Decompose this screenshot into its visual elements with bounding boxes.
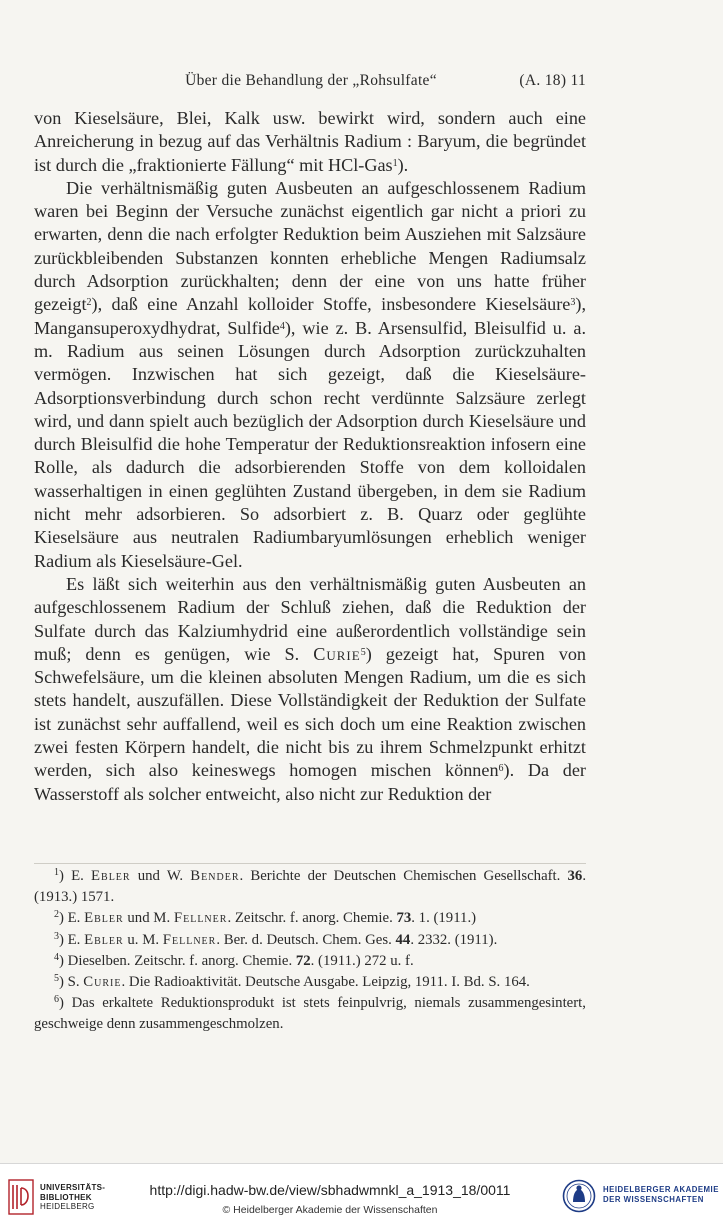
footnote-ref: 3 [570,297,576,309]
permalink-url[interactable]: http://digi.hadw-bw.de/view/sbhadwmnkl_a_1913_18/0011 [149,1182,511,1198]
main-text [34,107,586,806]
paragraph-text: ) gezeigt hat, Spuren von Schwefelsäure, um die kleinen absoluten Mengen Radium, um die es sich stets handelt, auszufällen. Diese Vollständigkeit der Reduktion der Sulfate ist zunächst sehr auffallend, weil es sich doch um eine Reaktion zwischen zwei festen Körpern handelt, die nicht bis zu ihrem Schmelzpunkt erhitzt werden, sich also keineswegs homogen mischen können [34,643,587,781]
paragraph-text: ). [397,154,409,175]
author-name: Ebler [84,910,124,927]
footnote-text: Dieselben. Zeitschr. f. anorg. Chemie. [67,952,293,969]
author-name: Fellner [162,931,217,948]
paragraph-text: Es läßt sich weiterhin aus den verhältnismäßig guten Ausbeuten an aufgeschlossenem Radium der Schluß ziehen, daß die Reduktion der Sulfate durch das Kalziumhydrid eine außerordentlich vollständige sein muß; denn es genügen, wie S. [34,573,586,664]
footnote-number: 2 [54,909,59,921]
footnote-text: und W. [137,868,184,884]
paragraph-text: Die verhältnismäßig guten Ausbeuten an aufgeschlossenem Radium waren bei Beginn der Versuche zunächst eigentlich gar nicht a priori zu erwarten, denn die nach erfolgter Reduktion beim Ausziehen mit Salzsäure zurückbleibenden Substanzen konnten erhebliche Mengen Radiumsalz durch Adsorption zurückhalten; denn der eine von uns hatte früher gezeigt [34,177,586,315]
paragraph-1 [34,107,586,177]
library-name-line: UNIVERSITÄTS- [40,1183,106,1192]
footnote-text: S. [67,974,80,991]
page-number: (A. 18) 11 [519,72,586,89]
footnote-text: . 1. (1911.) [411,910,477,927]
footnote-5: $^5$) S. Curie. Die Radioaktivität. Deutsche Ausgabe. Leipzig, 1911. I. Bd. S. 164. [54,973,530,991]
author-name: Curie [313,643,361,664]
footnote-number: 5 [54,973,59,985]
footnote-text: E. [67,931,81,948]
library-name-line: BIBLIOTHEK [40,1192,92,1202]
footnote-3: $^3$) E. Ebler u. M. Fellner. Ber. d. Deutsch. Chem. Ges. 44. 2332. (1911). [54,930,498,948]
volume-number: 73 [396,910,412,927]
footnote-ref: 2 [86,297,92,309]
footnote-text: und M. [127,910,171,927]
academy-name-line: DER WISSENSCHAFTEN [603,1195,704,1204]
paragraph-text: ). Da der Wasserstoff als solcher entweicht, also nicht zur Reduktion der [34,760,586,804]
paragraph-3 [34,573,586,806]
footnote-text: E. [67,910,81,927]
footnote-text: . Zeitschr. f. anorg. Chemie. [227,910,393,927]
footnote-text: . 2332. (1911). [410,931,498,948]
copyright-notice: © Heidelberger Akademie der Wissenschaften [222,1204,438,1216]
footer-banner [0,1163,723,1225]
author-name: Curie [83,974,122,991]
footnote-text: . Ber. d. Deutsch. Chem. Ges. [216,931,392,948]
footnotes [34,866,586,1036]
paragraph-text: ), wie z. B. Arsensulfid, Bleisulfid u. a. m. Radium aus seinen Lösungen durch Adsorption zurückzuhalten vermögen. Inzwischen hat sich gezeigt, daß die Kieselsäure-Adsorptionsverbindung durch schon recht verdünnte Salzsäure zerlegt wird, und dann spielt auch bezüglich der Adsorption durch Kieselsäure und durch Bleisulfid die hohe Temperatur der Reduktionsreaktion infosern eine Rolle, als dadurch die adsorbierenden Stoffe von dem kolloidalen wasserhaltigen in einen geglühten Zustand übergeben, in dem sie Radium nicht mehr adsorbieren. So adsorbiert z. B. Quarz oder geglühte Kieselsäure aus neutralen Radiumbaryumlösungen erheblich weniger Radium als Kieselsäure-Gel. [34,317,586,571]
academy-name [603,1185,719,1205]
footnote-number: 3 [54,930,59,942]
author-name: Bender [190,868,240,884]
author-name: Ebler [84,931,124,948]
footnote-text: u. M. [127,931,160,948]
university-library-logo-icon[interactable] [8,1179,34,1215]
volume-number: 44 [395,931,411,948]
footnote-6: $^6$) Das erkaltete Reduktionsprodukt ist stets feinpulvrig, niemals zusammengesintert, geschweige denn zusammengeschmolzen. [34,994,586,1033]
running-title: Über die Behandlung der „Rohsulfate“ [185,72,437,89]
footnote-4: $^4$) Dieselben. Zeitschr. f. anorg. Chemie. 72. (1911.) 272 u. f. [54,951,414,969]
author-name: Fellner [173,910,228,927]
footnote-1: $^1$) E. Ebler und W. Bender. Berichte der Deutschen Chemischen Gesellschaft. 36. (1913.) 1571. [34,867,587,906]
author-name: Ebler [90,868,131,884]
academy-seal-icon[interactable] [562,1179,596,1213]
footnote-text: E. [71,868,84,884]
footnote-divider [34,863,586,864]
footnote-ref: 4 [279,320,285,332]
paragraph-text: ), Mangansuperoxydhydrat, Sulfide [34,294,586,338]
volume-number: 36 [567,868,583,884]
footnote-ref: 1 [392,157,398,169]
paragraph-text: ), daß eine Anzahl kolloider Stoffe, insbesondere Kieselsäure [91,294,571,315]
footnote-text: . Berichte der Deutschen Chemischen Gesellschaft. [239,868,561,884]
footnote-text: . Die Radioaktivität. Deutsche Ausgabe. Leipzig, 1911. I. Bd. S. 164. [121,974,530,991]
footnote-2: $^2$) E. Ebler und M. Fellner. Zeitschr. f. anorg. Chemie. 73. 1. (1911.) [54,909,477,927]
paragraph-text: von Kieselsäure, Blei, Kalk usw. bewirkt wird, sondern auch eine Anreicherung in bezug auf das Verhältnis Radium : Baryum, die begründet ist durch die „fraktionierte Fällung“ mit HCl-Gas [34,108,586,175]
footnote-number: 6 [54,994,59,1006]
footnote-text: Das erkaltete Reduktionsprodukt ist stets feinpulvrig, niemals zusammengesintert, geschweige denn zusammengeschmolzen. [34,995,586,1033]
academy-name-line: HEIDELBERGER AKADEMIE [603,1185,719,1194]
library-name-line: HEIDELBERG [40,1202,95,1211]
footnote-number: 1 [54,867,59,878]
paragraph-2 [34,177,586,573]
university-library-name [40,1183,105,1212]
volume-number: 72 [295,952,311,969]
footnote-ref: 5 [360,646,366,658]
footnote-text: . (1913.) 1571. [34,868,587,906]
footnote-text: . (1911.) 272 u. f. [310,952,414,969]
running-header [36,72,586,94]
footnote-ref: 6 [498,763,504,775]
footnote-number: 4 [54,951,59,963]
